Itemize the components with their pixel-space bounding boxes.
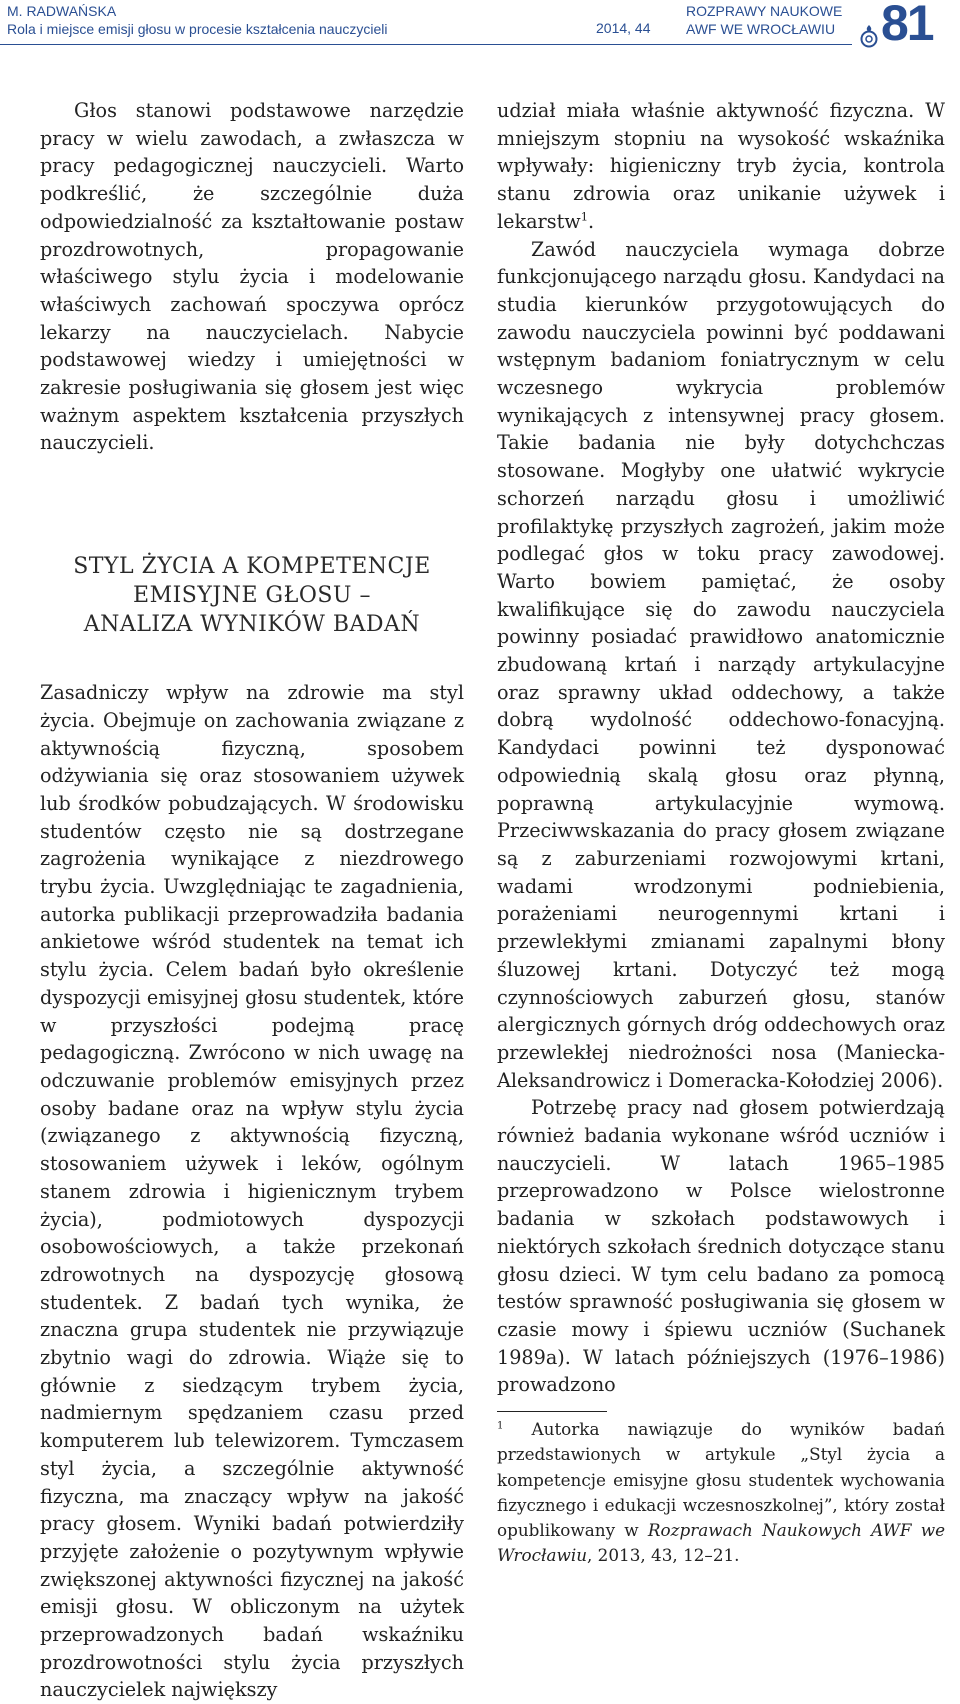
footnote-reference[interactable]: 1 [580,209,589,224]
research-history-paragraph: Potrzebę pracy nad głosem potwierdzają również badania wykonane wśród uczniów i nauczycieli. W latach 1965–1985 przeprowadzono w Polsce wielostronne badania w szkołach podstawowych i niektórych szkołach średnich dotyczące stanu głosu dzieci. W tym celu badano za pomocą testów sprawność posługiwania się głosem w czasie mowy i śpiewu uczniów (Suchanek 1989a). W latach późniejszych (1976–1986) prowadzono [497,1096,945,1397]
section-heading-line3: ANALIZA WYNIKÓW BADAŃ [83,612,421,638]
right-column [497,97,945,1399]
section-heading [40,552,464,639]
journal-logo-icon [858,24,880,48]
footnote-mark: 1 [497,1420,504,1432]
header-rule [0,44,852,45]
header-journal-line1: ROZPRAWY NAUKOWE [686,3,843,19]
continued-paragraph [497,97,945,236]
section-heading-line2: EMISYJNE GŁOSU – [133,583,371,609]
running-header [0,0,960,50]
header-year-issue: 2014, 44 [596,20,651,36]
footnote-rule [497,1411,607,1412]
header-left [7,2,387,38]
continued-paragraph-end: . [588,209,595,233]
section-heading-line1: STYL ŻYCIA A KOMPETENCJE [73,554,431,580]
header-article-title: Rola i miejsce emisji głosu w procesie kształcenia nauczycieli [7,21,388,37]
header-journal-line2: AWF WE WROCŁAWIU [686,21,836,37]
header-journal [686,2,842,38]
footnote-text: Autorka nawiązuje do wyników badań przedstawionych w artykule „Styl życia a kompetencje emisyjne głosu studentek wychowania fizycznego i edukacji wczesnoszkolnej”, który został opublikowany w [497,1419,945,1541]
footnote [497,1417,945,1569]
intro-paragraph: Głos stanowi podstawowe narzędzie pracy w wielu zawodach, a zwłaszcza w pracy pedagogicznej nauczycieli. Warto podkreślić, że szczególnie duża odpowiedzialność za kształtowanie postaw prozdrowotnych, propagowanie właściwego stylu życia i modelowanie właściwych zachowań spoczywa oprócz lekarzy na nauczycielach. Nabycie podstawowej wiedzy i umiejętności w zakresie posługiwania się głosem jest więc ważnym aspektem kształcenia przyszłych nauczycieli. [40,99,464,455]
section-paragraph: Zasadniczy wpływ na zdrowie ma styl życia. Obejmuje on zachowania związane z aktywnością fizyczną, sposobem odżywiania się oraz stosowaniem używek lub środków pobudzających. W środowisku studentów często nie są dostrzegane zagrożenia wynikające z niezdrowego trybu życia. Uwzględniając te zagadnienia, autorka publikacji przeprowadziła badania ankietowe wśród studentek na temat ich stylu życia. Celem badań było określenie dyspozycji emisyjnej głosu studentek, które w przyszłości podejmą pracę pedagogiczną. Zwrócono w nich uwagę na odczuwanie problemów emisyjnych przez osoby badane oraz na wpływ stylu życia (związanego z aktywnością fizyczną, stosowaniem używek i leków, ogólnym stanem zdrowia i higienicznym trybem życia), podmiotowych dyspozycji osobowościowych, a także przekonań zdrowotnych na dyspozycję głosową studentek. Z badań tych wynika, że znaczna grupa studentek nie przywiązuje zbytnio wagi do zdrowia. Wiąże się to głównie z siedzącym trybem życia, nadmiernym spędzaniem czasu przed komputerem lub telewizorem. Tymczasem styl życia, a szczególnie aktywność fizyczna, ma znaczący wpływ na jakość pracy głosem. Wyniki badań potwierdziły przyjęte założenie o pozytywnym wpływie zwiększonej aktywności fizycznej na jakość emisji głosu. W obliczonym na użytek przeprowadzonych badań wskaźniku prozdrowotności stylu życia przyszłych nauczycielek największy [40,681,464,1702]
header-author: M. RADWAŃSKA [7,3,117,19]
footnote-journal: Rozprawach Naukowych AWF we Wrocławiu [497,1520,945,1566]
page-number: 81 [881,0,933,51]
voice-requirements-paragraph: Zawód nauczyciela wymaga dobrze funkcjonującego narządu głosu. Kandydaci na studia kierunków przygotowujących do zawodu nauczyciela powinni być poddawani wstępnym badaniom foniatrycznym w celu wczesnego wykrycia problemów wynikających z intensywnej pracy głosem. Takie badania nie były dotychchczas stosowane. Mogłyby one ułatwić wykrycie schorzeń narządu głosu i umożliwić profilaktykę przyszłych zagrożeń, jakim może podlegać głos w toku pracy zawodowej. Warto bowiem pamiętać, że osoby kwalifikujące się do zawodu nauczyciela powinny posiadać prawidłowo anatomicznie zbudowaną krtań i narządy artykulacyjne oraz sprawny układ oddechowy, a także dobrą wydolność oddechowo-fonacyjną. Kandydaci powinni też dysponować odpowiednią skalą głosu oraz płynną, poprawną artykulacyjnie wymową. Przeciwwskazania do pracy głosem związane są z zaburzeniami rozwojowymi krtani, wadami wrodzonymi podniebienia, porażeniami neurogennymi krtani i przewlekłymi zmianami zapalnymi błony śluzowej krtani. Dotyczyć też mogą czynnościowych zaburzeń głosu, stanów alergicznych górnych dróg oddechowych oraz przewlekłej niedrożności nosa (Maniecka-Aleksandrowicz i Domeracka-Kołodziej 2006). [497,237,945,1092]
left-column [40,97,464,1704]
continued-paragraph-text: udział miała właśnie aktywność fizyczna. W mniejszym stopniu na wysokość wskaźnika wpływały: higieniczny tryb życia, kontrola stanu zdrowia oraz unikanie używek i lekarstw [497,99,945,233]
footnote-citation: , 2013, 43, 12–21. [587,1545,740,1566]
